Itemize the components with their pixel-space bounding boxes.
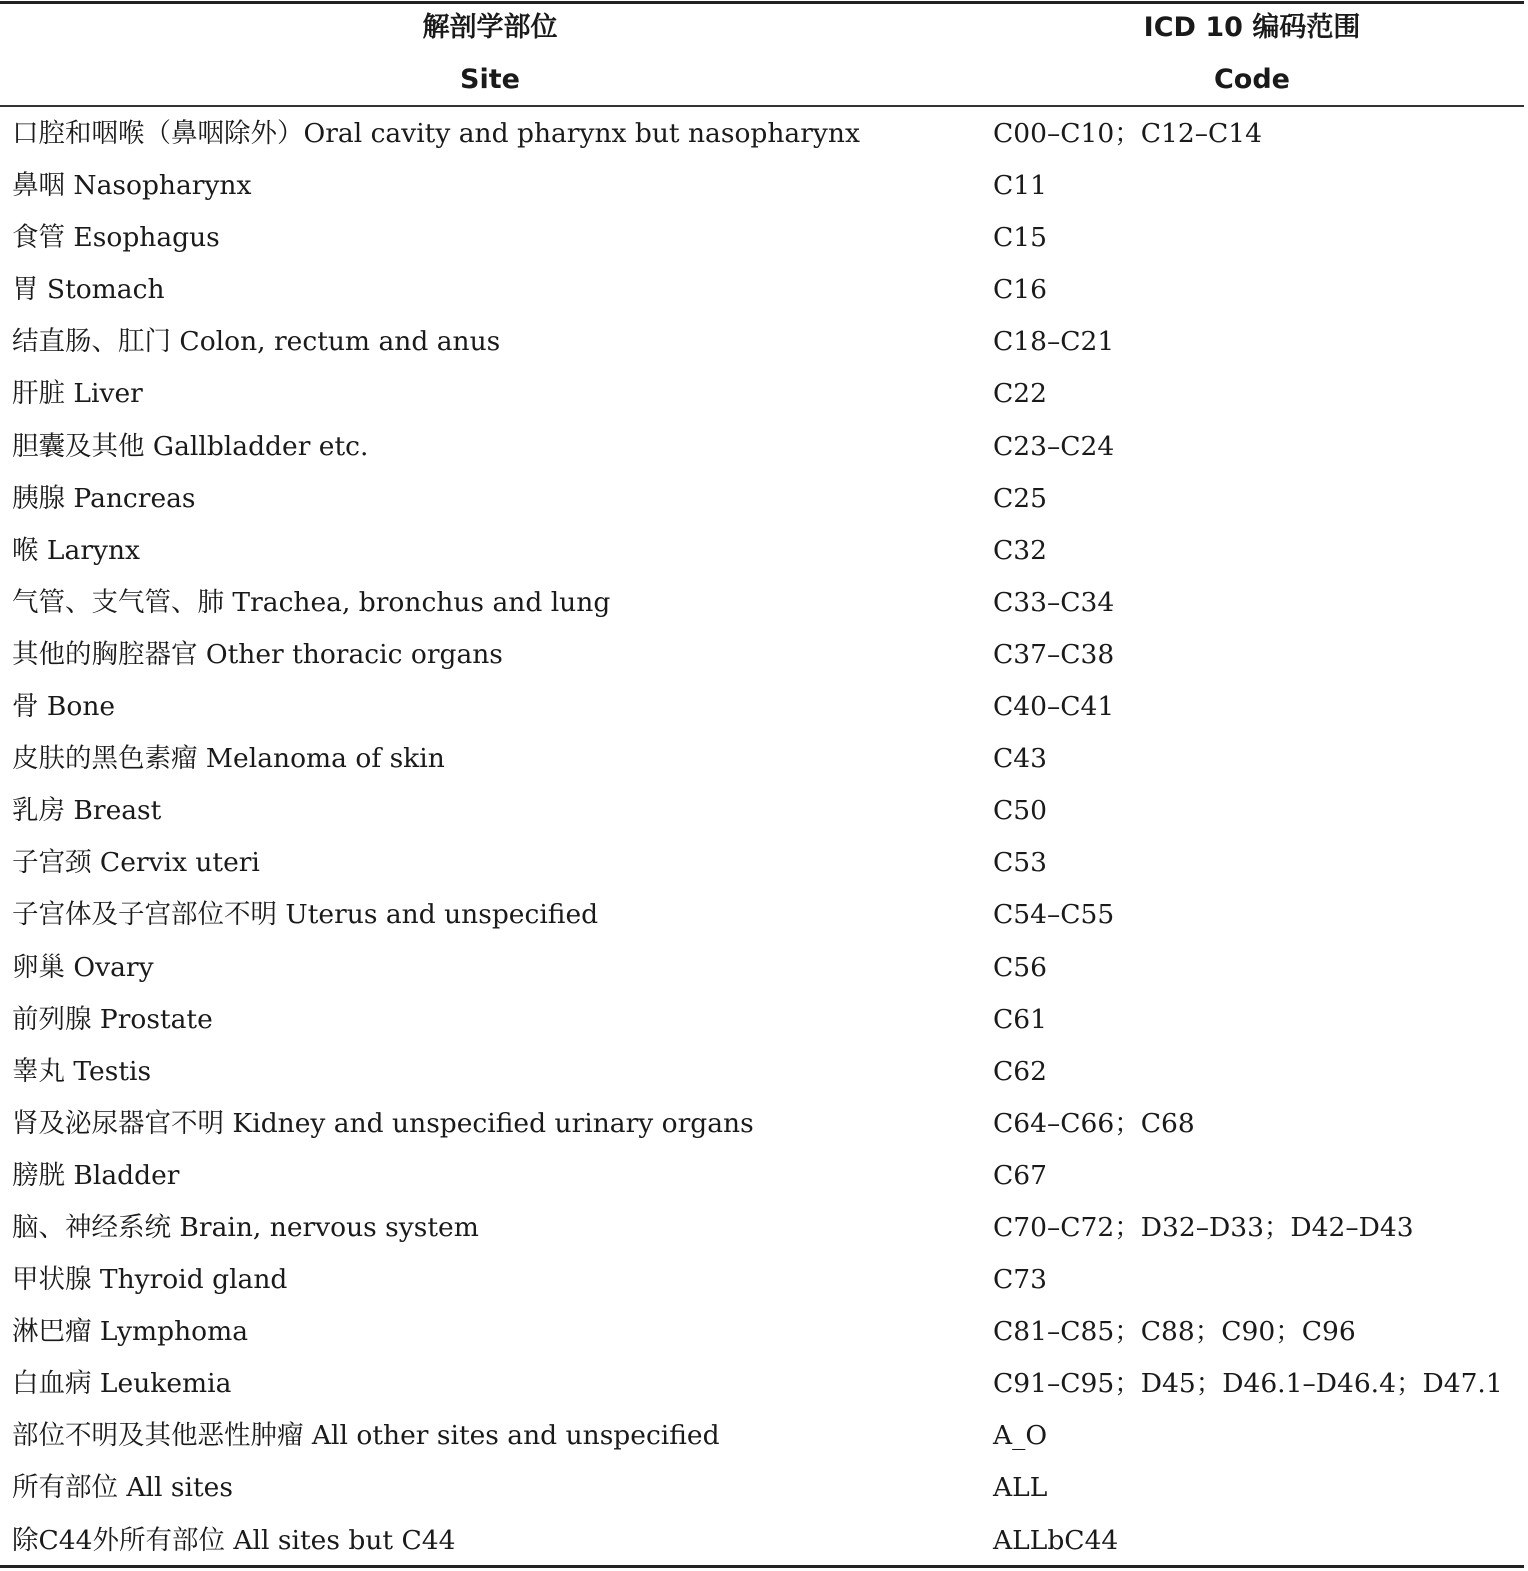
site-cell: 胰腺 Pancreas bbox=[12, 482, 196, 514]
table-body bbox=[0, 108, 1524, 1567]
code-cell: A_O bbox=[993, 1420, 1048, 1452]
table-row bbox=[0, 316, 1524, 368]
code-cell: C70–C72；D32–D33；D42–D43 bbox=[993, 1211, 1414, 1243]
code-cell: C91–C95；D45；D46.1–D46.4；D47.1 bbox=[993, 1368, 1503, 1400]
code-cell: C23–C24 bbox=[993, 430, 1115, 462]
header-code-chinese: ICD 10 编码范围 bbox=[1143, 12, 1361, 43]
table-row bbox=[0, 160, 1524, 212]
table-row bbox=[0, 1098, 1524, 1150]
table-row bbox=[0, 785, 1524, 837]
table-row bbox=[0, 1358, 1524, 1410]
site-cell: 气管、支气管、肺 Trachea, bronchus and lung bbox=[12, 586, 611, 618]
site-cell: 卵巢 Ovary bbox=[12, 951, 154, 983]
code-cell: C61 bbox=[993, 1003, 1047, 1035]
site-cell: 其他的胸腔器官 Other thoracic organs bbox=[12, 638, 503, 670]
table-bottom-rule bbox=[0, 1565, 1524, 1568]
site-cell: 子宫体及子宫部位不明 Uterus and unspecified bbox=[12, 899, 599, 931]
site-cell: 骨 Bone bbox=[12, 691, 116, 723]
table-row bbox=[0, 1046, 1524, 1098]
code-cell: C73 bbox=[993, 1264, 1047, 1296]
code-cell: C67 bbox=[993, 1159, 1047, 1191]
code-cell: C00–C10；C12–C14 bbox=[993, 118, 1262, 149]
code-cell: C37–C38 bbox=[993, 638, 1115, 670]
site-cell: 白血病 Leukemia bbox=[12, 1368, 232, 1400]
site-cell: 肝脏 Liver bbox=[12, 378, 143, 410]
code-cell: C43 bbox=[993, 743, 1047, 775]
code-cell: C62 bbox=[993, 1055, 1047, 1087]
site-cell: 肾及泌尿器官不明 Kidney and unspecified urinary organs bbox=[12, 1107, 754, 1139]
site-cell: 膀胱 Bladder bbox=[12, 1159, 180, 1191]
code-cell: C22 bbox=[993, 378, 1047, 410]
table-row bbox=[0, 1306, 1524, 1358]
site-cell: 皮肤的黑色素瘤 Melanoma of skin bbox=[12, 743, 445, 775]
site-cell: 睾丸 Testis bbox=[12, 1055, 152, 1087]
table-row bbox=[0, 1150, 1524, 1202]
header-site-english: Site bbox=[460, 64, 520, 95]
site-cell: 脑、神经系统 Brain, nervous system bbox=[12, 1211, 479, 1243]
code-cell: C40–C41 bbox=[993, 691, 1115, 723]
site-cell: 所有部位 All sites bbox=[12, 1472, 233, 1504]
table-row bbox=[0, 212, 1524, 264]
code-cell: C53 bbox=[993, 847, 1047, 879]
table-row bbox=[0, 733, 1524, 785]
table-row bbox=[0, 1254, 1524, 1306]
table-row bbox=[0, 629, 1524, 681]
table-row bbox=[0, 681, 1524, 733]
table-row bbox=[0, 473, 1524, 525]
header-site-chinese: 解剖学部位 bbox=[422, 12, 558, 43]
site-cell: 淋巴瘤 Lymphoma bbox=[12, 1316, 249, 1348]
code-cell: ALLbC44 bbox=[993, 1524, 1119, 1556]
site-cell: 鼻咽 Nasopharynx bbox=[12, 170, 252, 202]
site-cell: 口腔和咽喉（鼻咽除外）Oral cavity and pharynx but nasopharynx bbox=[12, 118, 860, 149]
site-cell: 除C44外所有部位 All sites but C44 bbox=[12, 1524, 456, 1556]
table-row bbox=[0, 108, 1524, 160]
site-cell: 胃 Stomach bbox=[12, 274, 165, 306]
table-row bbox=[0, 1515, 1524, 1567]
code-cell: C64–C66；C68 bbox=[993, 1107, 1195, 1139]
table-row bbox=[0, 1462, 1524, 1514]
code-cell: C16 bbox=[993, 274, 1047, 306]
site-cell: 食管 Esophagus bbox=[12, 222, 220, 254]
code-cell: C81–C85；C88；C90；C96 bbox=[993, 1316, 1356, 1348]
table-row bbox=[0, 525, 1524, 577]
code-cell: C32 bbox=[993, 534, 1047, 566]
code-cell: C25 bbox=[993, 482, 1047, 514]
code-cell: C18–C21 bbox=[993, 326, 1115, 358]
site-cell: 喉 Larynx bbox=[12, 534, 140, 566]
table-row bbox=[0, 421, 1524, 473]
table-row bbox=[0, 942, 1524, 994]
code-cell: C15 bbox=[993, 222, 1047, 254]
site-cell: 结直肠、肛门 Colon, rectum and anus bbox=[12, 326, 501, 358]
code-cell: C56 bbox=[993, 951, 1047, 983]
table-top-rule bbox=[0, 1, 1524, 4]
site-cell: 乳房 Breast bbox=[12, 795, 162, 827]
code-cell: C50 bbox=[993, 795, 1047, 827]
table-row bbox=[0, 577, 1524, 629]
site-cell: 部位不明及其他恶性肿瘤 All other sites and unspecified bbox=[12, 1420, 720, 1452]
code-cell: ALL bbox=[993, 1472, 1048, 1504]
header-code-english: Code bbox=[1213, 64, 1290, 95]
site-cell: 前列腺 Prostate bbox=[12, 1003, 213, 1035]
site-cell: 子宫颈 Cervix uteri bbox=[12, 847, 260, 879]
site-cell: 胆囊及其他 Gallbladder etc. bbox=[12, 430, 369, 462]
table-row bbox=[0, 368, 1524, 420]
table-header-rule bbox=[0, 105, 1524, 107]
code-cell: C54–C55 bbox=[993, 899, 1115, 931]
table-row bbox=[0, 889, 1524, 941]
table-row bbox=[0, 1410, 1524, 1462]
table-row bbox=[0, 837, 1524, 889]
code-cell: C33–C34 bbox=[993, 586, 1115, 618]
table-row bbox=[0, 264, 1524, 316]
code-cell: C11 bbox=[993, 170, 1047, 202]
table-row bbox=[0, 1202, 1524, 1254]
site-cell: 甲状腺 Thyroid gland bbox=[12, 1264, 288, 1296]
table-row bbox=[0, 994, 1524, 1046]
